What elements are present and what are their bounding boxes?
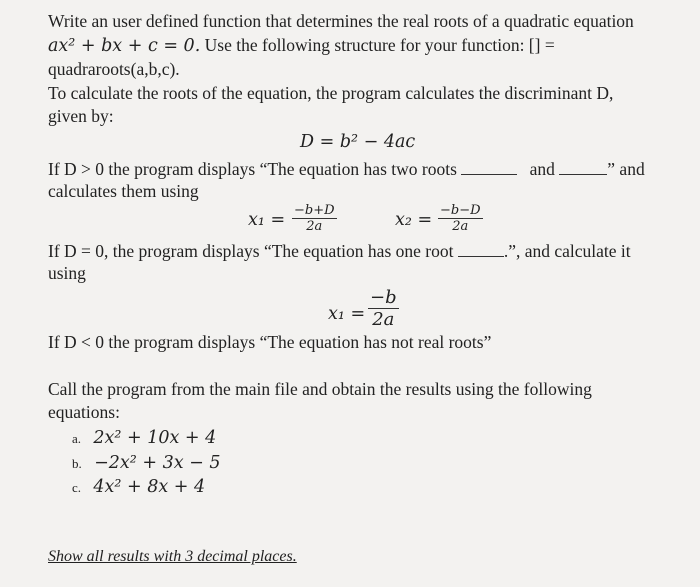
discriminant-line-1: To calculate the roots of the equation, the program calculates the discriminant D,	[48, 83, 614, 103]
equation-b: −2x² + 3x − 5	[94, 453, 221, 473]
single-root-fraction	[368, 287, 399, 330]
case-positive-text: If D > 0 the program displays “The equation has two roots	[48, 159, 457, 179]
root-blank-2	[559, 160, 607, 175]
case-negative-line: If D < 0 the program displays “The equation has not real roots”	[48, 332, 492, 352]
case-positive-line-1	[48, 158, 645, 180]
x2-fraction	[438, 203, 483, 234]
equation-c: 4x² + 8x + 4	[93, 477, 206, 497]
intro-line-1: Write an user defined function that determines the real roots of a quadratic equation	[48, 11, 634, 31]
case-positive-line-2: calculates them using	[48, 181, 199, 201]
single-root-numerator: −b	[370, 287, 397, 308]
single-root-label: x₁ =	[328, 304, 366, 324]
equation-item-a	[72, 426, 216, 450]
equation-label-a: a.	[72, 431, 82, 446]
x1-label: x₁ =	[248, 210, 286, 230]
and-text: and	[529, 159, 555, 179]
x2-denominator: 2a	[452, 219, 469, 234]
single-root-denominator: 2a	[372, 309, 395, 330]
call-line-2: equations:	[48, 402, 120, 422]
case-zero-text: If D = 0, the program displays “The equation has one root	[48, 241, 454, 261]
equation-item-b	[72, 451, 221, 475]
single-root-blank	[458, 242, 504, 257]
equation-item-c	[72, 475, 205, 499]
x2-numerator: −b−D	[440, 203, 481, 218]
x1-numerator: −b+D	[294, 203, 335, 218]
discriminant-formula: D = b² − 4ac	[300, 132, 416, 152]
case-zero-end: .”, and calculate it	[503, 241, 631, 261]
decimal-places-note: Show all results with 3 decimal places.	[48, 548, 297, 565]
case-positive-end: ” and	[607, 159, 645, 179]
intro-line-2	[48, 34, 555, 57]
root-blank-1	[461, 160, 517, 175]
x1-fraction	[292, 203, 337, 234]
call-line-1: Call the program from the main file and obtain the results using the following	[48, 379, 592, 399]
x1-denominator: 2a	[306, 219, 323, 234]
equation-label-c: c.	[72, 480, 82, 495]
case-zero-line-2: using	[48, 263, 86, 283]
structure-text: Use the following structure for your function: [] =	[200, 35, 555, 55]
discriminant-line-2: given by:	[48, 106, 114, 126]
quadratic-equation: ax² + bx + c = 0.	[48, 36, 201, 56]
x2-label: x₂ =	[395, 210, 433, 230]
equation-label-b: b.	[72, 456, 82, 471]
case-zero-line-1	[48, 240, 631, 262]
intro-line-3: quadraroots(a,b,c).	[48, 59, 180, 79]
equation-a: 2x² + 10x + 4	[93, 428, 217, 448]
